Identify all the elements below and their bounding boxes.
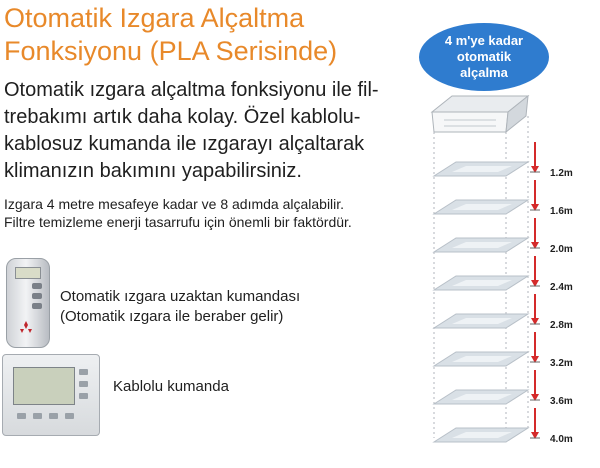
remote-up-button-icon [32, 283, 42, 289]
note-line: Filtre temizleme enerji tasarrufu için önemli bir faktördür. [4, 214, 352, 230]
wired-controller-image [2, 354, 100, 436]
wired-caption: Kablolu kumanda [113, 378, 229, 395]
intro-line: kablosuz kumanda ile ızgarayı alçaltarak [4, 133, 365, 155]
cassette-unit-icon [432, 96, 528, 132]
remote-stop-button-icon [32, 293, 42, 299]
badge-line-3: alçalma [460, 65, 508, 80]
remote-caption-line-1: Otomatik ızgara uzaktan kumandası [60, 288, 301, 305]
wired-key-icon [33, 413, 42, 419]
remote-display [15, 267, 41, 279]
lowering-badge [419, 23, 549, 91]
intro-line: trebakımı artık daha kolay. Özel kablolu- [4, 106, 361, 128]
step-label: 2.8m [550, 320, 573, 331]
note-paragraph [4, 195, 424, 231]
brand-logo-icon [18, 321, 34, 335]
step-label: 2.4m [550, 282, 573, 293]
wired-key-icon [49, 413, 58, 419]
note-line: Izgara 4 metre mesafeye kadar ve 8 adımda alçalabilir. [4, 196, 345, 212]
wired-key-icon [65, 413, 74, 419]
step-label: 2.0m [550, 244, 573, 255]
title-line-2: Fonksiyonu (PLA Serisinde) [4, 36, 338, 66]
grille-lowering-diagram [410, 90, 600, 468]
wired-key-icon [79, 393, 88, 399]
step-label: 1.2m [550, 168, 573, 179]
title-line-1: Otomatik Izgara Alçaltma [4, 3, 305, 33]
remote-control-image [6, 258, 50, 348]
badge-line-2: otomatik [456, 49, 512, 64]
step-label: 4.0m [550, 434, 573, 445]
remote-down-button-icon [32, 303, 42, 309]
step-label: 3.6m [550, 396, 573, 407]
step-label: 1.6m [550, 206, 573, 217]
remote-caption [60, 287, 300, 327]
remote-caption-line-2: (Otomatik ızgara ile beraber gelir) [60, 308, 284, 325]
wired-key-icon [17, 413, 26, 419]
step-label: 3.2m [550, 358, 573, 369]
intro-paragraph [4, 77, 414, 185]
wired-key-icon [79, 369, 88, 375]
wired-display [13, 367, 75, 405]
wired-key-icon [79, 381, 88, 387]
badge-line-1: 4 m'ye kadar [444, 33, 524, 48]
intro-line: klimanızın bakımını yapabilirsiniz. [4, 160, 302, 182]
page-title [4, 2, 424, 68]
steps-group [434, 142, 573, 445]
intro-line: Otomatik ızgara alçaltma fonksiyonu ile fil- [4, 79, 379, 101]
